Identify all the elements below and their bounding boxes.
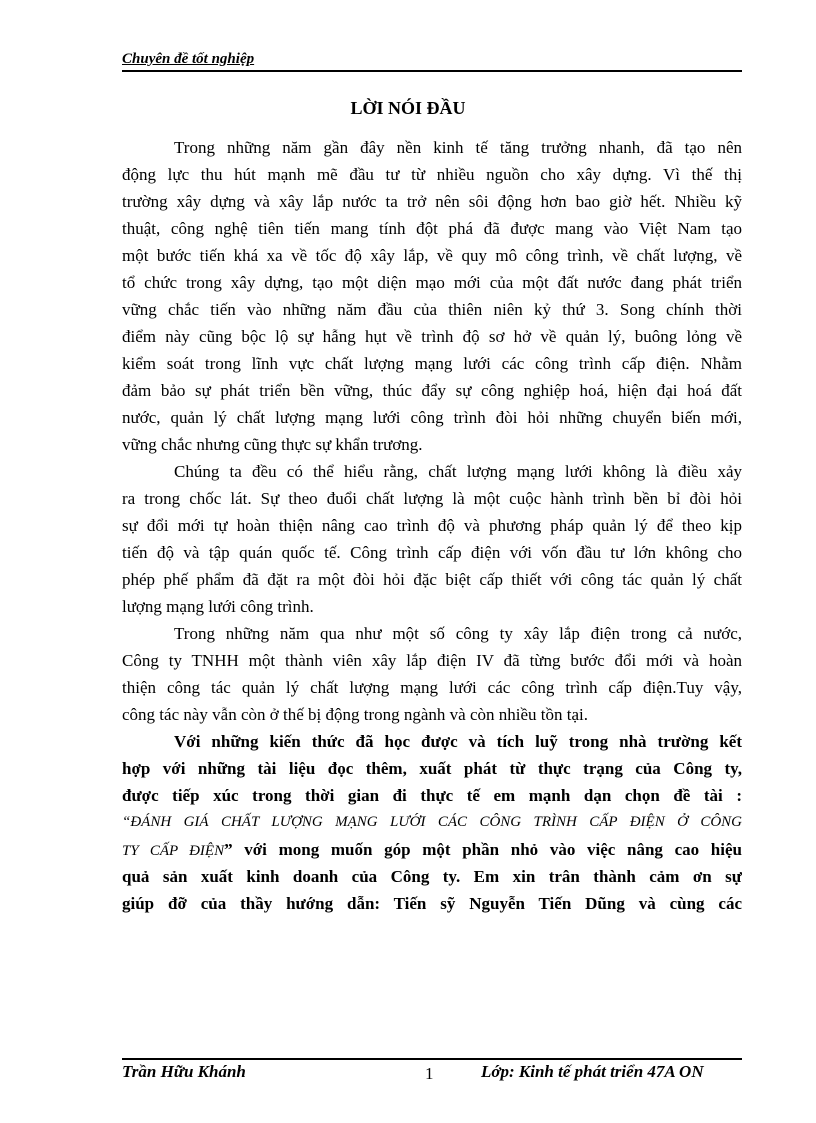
text-line [122,836,742,863]
text-line: Trong những năm gần đây nền kinh tế tăng trưởng nhanh, đã tạo nên [174,138,742,157]
text-line: sự đổi mới tự hoàn thiện nâng cao trình độ và phương pháp quản lý để theo kịp [122,516,742,535]
text-line: Trong những năm qua như một số công ty xây lắp điện trong cả nước, [174,624,742,643]
paragraph-3 [122,620,742,728]
footer-rule [122,1058,742,1060]
page-header [122,50,742,72]
text-line: một bước tiến khá xa về tốc độ xây lắp, về quy mô công trình, về chất lượng, về [122,246,742,265]
text-line: động lực thu hút mạnh mẽ đầu tư từ nhiều nguồn cho xây dựng. Vì thế thị [122,165,742,184]
text-line: thuật, công nghệ tiên tiến mang tính đột phá đã được mang vào Việt Nam tạo [122,219,742,238]
text-line: thiện công tác quản lý chất lượng mạng lưới các công trình cấp điện.Tuy vậy, [122,678,742,697]
text-line: Công ty TNHH một thành viên xây lắp điện IV đã từng bước đổi mới và hoàn [122,651,742,670]
topic-title-line: “ĐÁNH GIÁ CHẤT LƯỢNG MẠNG LƯỚI CÁC CÔNG TRÌNH CẤP ĐIỆN Ở CÔNG [122,814,742,830]
text-line: quả sản xuất kinh doanh của Công ty. Em xin trân thành cảm ơn sự [122,867,742,886]
text-line: Với những kiến thức đã học được và tích luỹ trong nhà trường kết [174,732,742,751]
text-line: tiến độ và tập quán quốc tế. Công trình cấp điện với vốn đầu tư lớn không cho [122,543,742,562]
text-line: vững chắc nhưng cũng thực sự khẩn trương. [122,435,423,454]
text-line: đảm bảo sự phát triển bền vững, thúc đẩy sự công nghiệp hoá, hiện đại hoá đất [122,381,742,400]
text-line: kiểm soát trong lĩnh vực chất lượng mạng lưới các công trình cấp điện. Nhằm [122,354,742,373]
text-line: điểm này cũng bộc lộ sự hẫng hụt về trình độ sơ hở về quản lý, buông lỏng về [122,327,742,346]
text-line: phép phế phẩm đã đặt ra một đòi hỏi đặc biệt cấp thiết với công tác quản lý chất [122,570,742,589]
page-number: 1 [425,1064,434,1083]
topic-title-end: TY CẤP ĐIỆN [122,843,225,859]
text-line: Chúng ta đều có thể hiểu rằng, chất lượng mạng lưới không là điều xảy [174,462,742,481]
text-line: giúp đỡ của thầy hướng dẫn: Tiến sỹ Nguyễn Tiến Dũng và cùng các [122,894,742,913]
paragraph-4 [122,728,742,917]
text-line: được tiếp xúc trong thời gian đi thực tế em mạnh dạn chọn đề tài : [122,786,742,805]
text-line: ra trong chốc lát. Sự theo đuổi chất lượng là một cuộc hành trình bền bỉ đòi hỏi [122,489,742,508]
footer-author: Trần Hữu Khánh [122,1062,246,1081]
header-title: Chuyên đề tốt nghiệp [122,51,255,67]
text-segment: ” với mong muốn góp một phần nhỏ vào việc nâng cao hiệu [224,840,742,859]
text-line: lượng mạng lưới công trình. [122,597,314,616]
text-line: hợp với những tài liệu đọc thêm, xuất phát từ thực trạng của Công ty, [122,759,742,778]
text-line: vững chắc tiến vào những năm đầu của thiên niên kỷ thứ 3. Song chính thời [122,300,742,319]
text-line: tổ chức trong xây dựng, tạo một diện mạo mới của một đất nước đang phát triển [122,273,742,292]
text-line: trường xây dựng và xây lắp nước ta trở nên sôi động hơn bao giờ hết. Nhiều kỹ [122,192,742,211]
footer-class: Lớp: Kinh tế phát triển 47A ON [481,1062,704,1081]
paragraph-2 [122,458,742,620]
paragraph-1 [122,134,742,458]
document-body [122,134,742,917]
text-line: nước, quản lý chất lượng mạng lưới công trình đòi hỏi những chuyển biến mới, [122,408,742,427]
document-title: LỜI NÓI ĐẦU [350,98,466,118]
text-line: công tác này vẫn còn ở thế bị động trong ngành và còn nhiều tồn tại. [122,705,588,724]
